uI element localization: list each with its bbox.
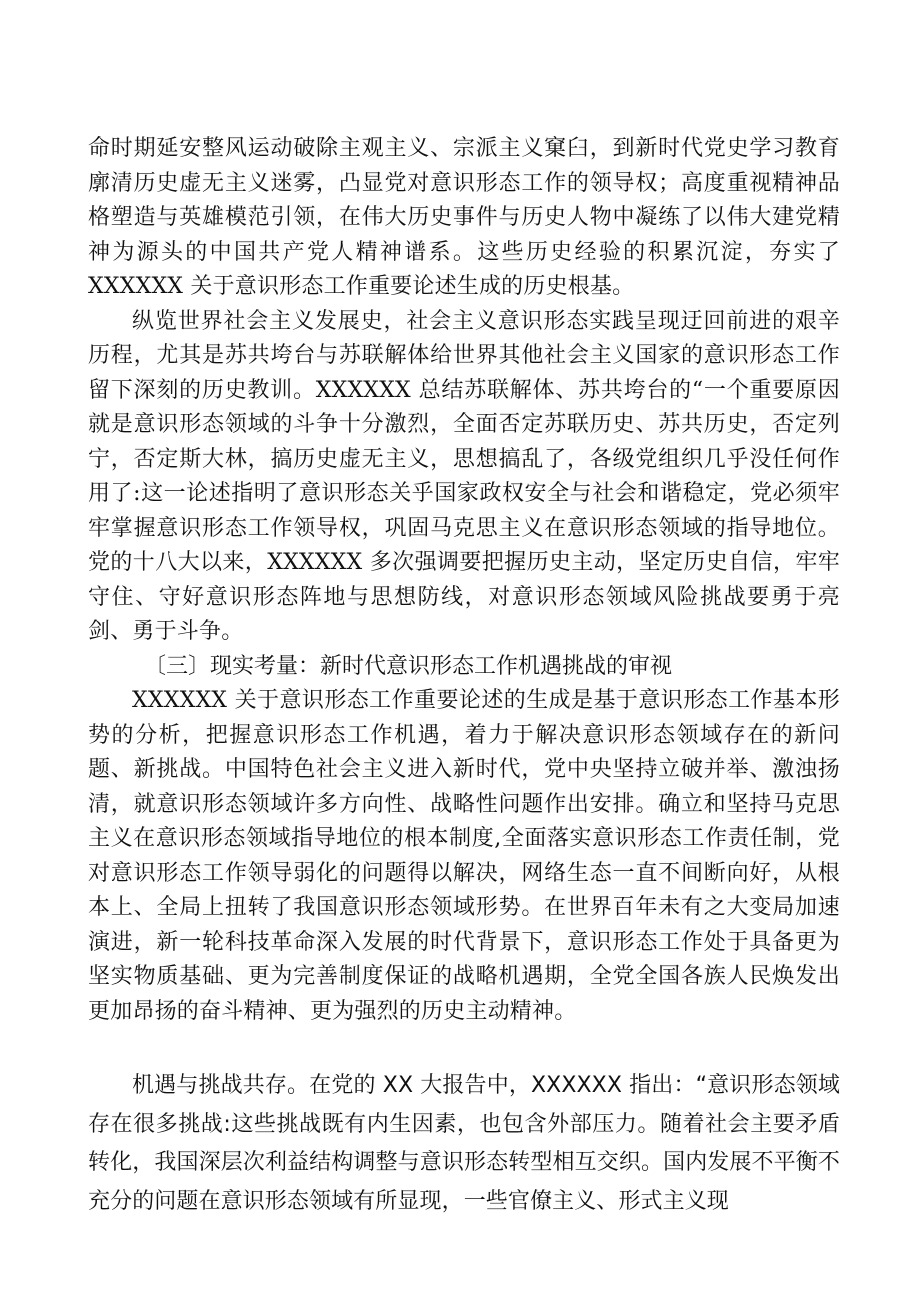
document-body (88, 132, 840, 1029)
section-heading: 〔三〕现实考量：新时代意识形态工作机遇挑战的审视 (144, 653, 673, 679)
paragraph-history-foundation: 命时期延安整风运动破除主观主义、宗派主义窠臼，到新时代党史学习教育廓清历史虚无主义迷雾，凸显党对意识形态工作的领导权；高度重视精神品格塑造与英雄模范引领，在伟大历史事件与历史人物中凝练了以伟大建党精神为源头的中国共产党人精神谱系。这些历史经验的积累沉淀，夯实了 XXXXXX 关于意识形态工作重要论述生成的历史根基。 (88, 136, 840, 299)
paragraph-world-socialism: 纵览世界社会主义发展史，社会主义意识形态实践呈现迂回前进的艰辛历程，尤其是苏共垮台与苏联解体给世界其他社会主义国家的意识形态工作留下深刻的历史教训。XXXXXX 总结苏联解体、苏共垮台的“一个重要原因就是意识形态领域的斗争十分激烈，全面否定苏联历史、苏共历史，否定列宁，否定斯大林，搞历史虚无主义，思想搞乱了，各级党组织几乎没任何作用了:这一论述指明了意识形态关乎国家政权安全与社会和谐稳定，党必须牢牢掌握意识形态工作领导权，巩固马克思主义在意识形态领域的指导地位。党的十八大以来，XXXXXX 多次强调要把握历史主动，坚定历史自信，牢牢守住、守好意识形态阵地与思想防线，对意识形态领域风险挑战要勇于亮剑、勇于斗争。 (88, 308, 840, 644)
document-body-continued (88, 1067, 840, 1221)
paragraph-reality-opportunity: XXXXXX 关于意识形态工作重要论述的生成是基于意识形态工作基本形势的分析，把握意识形态工作机遇，着力于解决意识形态领域存在的新问题、新挑战。中国特色社会主义进入新时代，党中央坚持立破并举、激浊扬清，就意识形态领域许多方向性、战略性问题作出安排。确立和坚持马克思主义在意识形态领域指导地位的根本制度,全面落实意识形态工作责任制，党对意识形态工作领导弱化的问题得以解决，网络生态一直不间断向好，从根本上、全局上扭转了我国意识形态领域形势。在世界百年未有之大变局加速演进，新一轮科技革命深入发展的时代背景下，意识形态工作处于具备更为坚实物质基础、更为完善制度保证的战略机遇期，全党全国各族人民焕发出更加昂扬的奋斗精神、更为强烈的历史主动精神。 (88, 688, 840, 1024)
paragraph-opportunity-challenge: 机遇与挑战共存。在党的 XX 大报告中，XXXXXX 指出：“意识形态领域存在很多挑战:这些挑战既有内生因素，也包含外部压力。随着社会主要矛盾转化，我国深层次利益结构调整与意识形态转型相互交织。国内发展不平衡不充分的问题在意识形态领域有所显现，一些官僚主义、形式主义现 (88, 1073, 840, 1214)
